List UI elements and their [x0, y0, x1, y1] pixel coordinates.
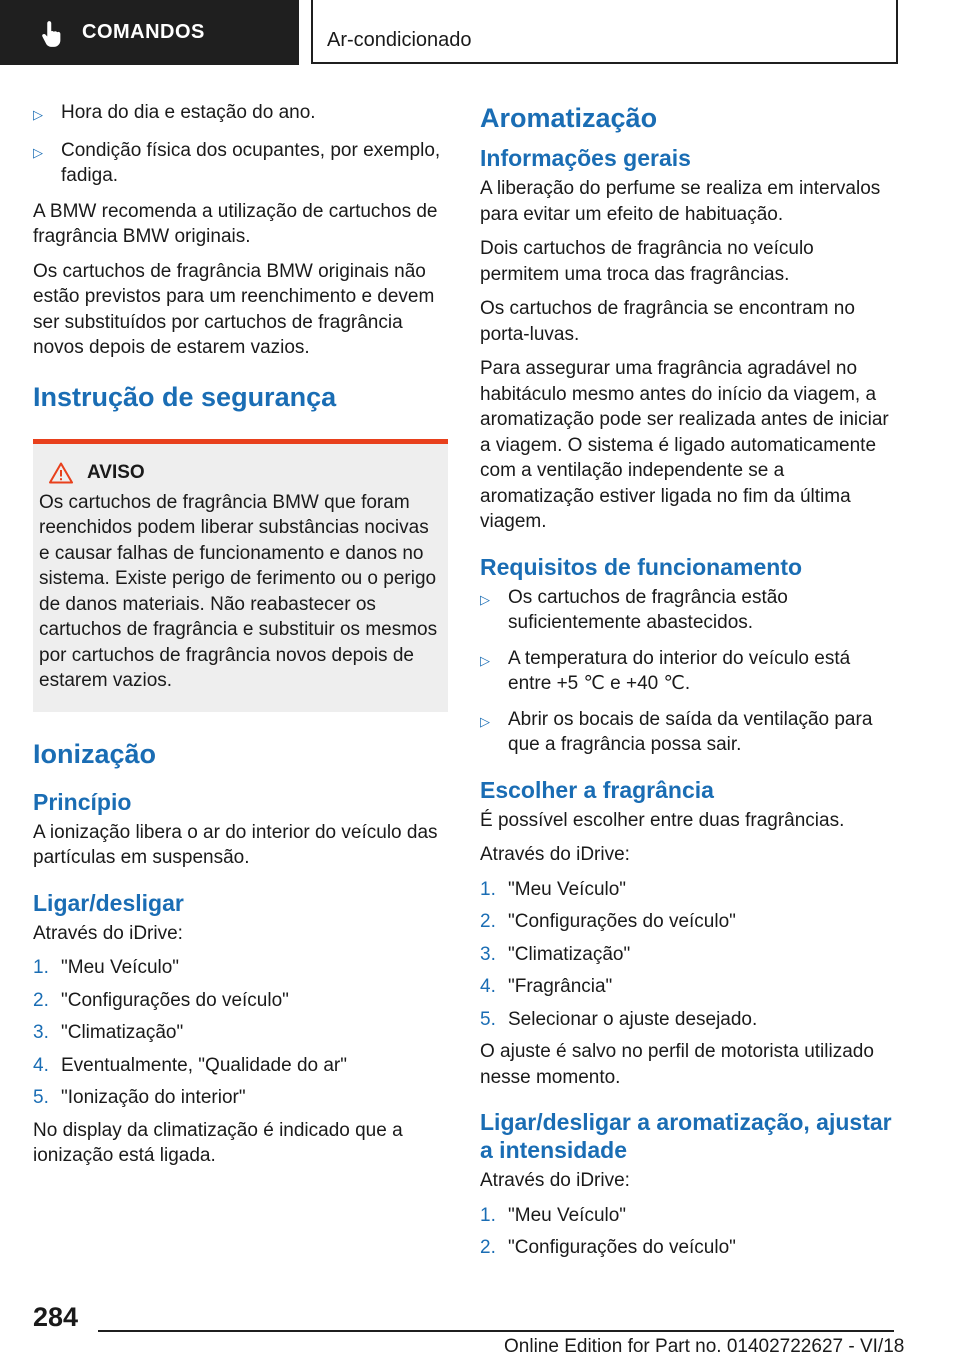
paragraph: É possível escolher entre duas fragrâncias. — [480, 809, 845, 831]
warning-box — [33, 439, 448, 712]
ionization-heading: Ionização — [33, 738, 157, 769]
step-text: "Ionização do interior" — [61, 1087, 246, 1108]
step-number: 3. — [33, 1022, 49, 1043]
list-item-text: Abrir os bocais de saída da ventilação para que a fragrância possa sair. — [508, 708, 873, 755]
bullet-triangle-icon: ▷ — [480, 713, 490, 729]
step-number: 1. — [33, 957, 49, 978]
list-item — [33, 100, 448, 128]
numbered-step — [33, 1020, 448, 1046]
paragraph: Os cartuchos de fragrância se encontram no porta-luvas. — [480, 298, 855, 345]
list-item-text: Condição física dos ocupantes, por exemplo, fadiga. — [61, 139, 441, 186]
step-number: 4. — [480, 976, 496, 997]
list-item — [33, 138, 448, 189]
bullet-triangle-icon: ▷ — [33, 144, 43, 160]
paragraph: A BMW recomenda a utilização de cartuchos de fragrância BMW originais. — [33, 200, 438, 247]
step-text: "Meu Veículo" — [508, 1204, 627, 1226]
bullet-triangle-icon: ▷ — [480, 652, 490, 668]
bullet-triangle-icon: ▷ — [480, 591, 490, 607]
footer-divider — [98, 1330, 894, 1332]
step-text: "Climatização" — [508, 943, 631, 965]
step-number: 2. — [480, 911, 496, 932]
hand-pointer-icon — [38, 18, 68, 48]
paragraph: O ajuste é salvo no perfil de motorista utilizado nesse momento. — [480, 1041, 874, 1088]
numbered-step — [33, 1053, 448, 1079]
right-column — [480, 100, 898, 1268]
step-number: 2. — [480, 1237, 496, 1258]
numbered-step — [33, 988, 448, 1014]
paragraph: A ionização libera o ar do interior do veículo das partículas em suspensão. — [33, 821, 438, 868]
step-number: 1. — [480, 878, 496, 900]
step-text: "Fragrância" — [508, 976, 613, 997]
onoff-heading: Ligar/desligar — [33, 889, 184, 916]
paragraph: Para assegurar uma fragrância agradável no habitáculo mesmo antes do início da viagem, a aromatização pode ser realizada antes de iniciar a viagem. O sistema é ligado automaticamente com a ventilação independente se a aromatização estiver ligada no fim da última viagem. — [480, 358, 889, 532]
intensity-heading: Ligar/desligar a aromatização, ajustar a intensidade — [480, 1109, 892, 1163]
numbered-step — [480, 909, 898, 935]
step-text: "Meu Veículo" — [508, 878, 627, 900]
warning-title: AVISO — [87, 461, 145, 483]
numbered-step — [480, 974, 898, 1000]
list-item — [480, 646, 898, 697]
list-item-text: A temperatura do interior do veículo está entre +5 ℃ e +40 ℃. — [508, 647, 851, 694]
numbered-step — [480, 1235, 898, 1261]
paragraph: Dois cartuchos de fragrância no veículo permitem uma troca das fragrâncias. — [480, 238, 814, 285]
principle-heading: Princípio — [33, 788, 132, 815]
step-text: "Climatização" — [61, 1022, 184, 1043]
warning-header — [39, 462, 440, 484]
step-text: "Configurações do veículo" — [508, 911, 736, 932]
step-number: 5. — [480, 1008, 496, 1030]
numbered-step — [33, 955, 448, 981]
edition-text: Online Edition for Part no. 01402722627 - VI/18 — [504, 1336, 905, 1357]
step-number: 2. — [33, 989, 49, 1011]
requirements-heading: Requisitos de funcionamento — [480, 553, 803, 580]
paragraph: Através do iDrive: — [33, 922, 183, 944]
step-text: Eventualmente, "Qualidade do ar" — [61, 1054, 348, 1076]
safety-heading: Instrução de segurança — [33, 381, 337, 412]
left-column — [33, 100, 448, 1178]
header-section-tab — [0, 0, 299, 65]
paragraph: A liberação do perfume se realiza em intervalos para evitar um efeito de habituação. — [480, 178, 881, 225]
list-item-text: Hora do dia e estação do ano. — [61, 102, 316, 123]
step-text: "Configurações do veículo" — [61, 989, 289, 1011]
numbered-step — [480, 942, 898, 968]
step-number: 1. — [480, 1204, 496, 1226]
step-text: "Configurações do veículo" — [508, 1237, 736, 1258]
choose-fragrance-heading: Escolher a fragrância — [480, 776, 714, 803]
numbered-step — [480, 1007, 898, 1033]
paragraph: Através do iDrive: — [480, 844, 630, 865]
chapter-title: Ar-condicionado — [327, 29, 472, 51]
header-chapter-box — [311, 0, 898, 64]
paragraph: Os cartuchos de fragrância BMW originais não estão previstos para um reenchimento e devem ser substituídos por cartuchos de fragrância novos depois de estarem vazios. — [33, 260, 435, 358]
general-info-heading: Informações gerais — [480, 145, 691, 171]
aromatization-heading: Aromatização — [480, 103, 658, 133]
numbered-step — [480, 877, 898, 903]
list-item — [480, 585, 898, 636]
step-number: 4. — [33, 1054, 49, 1076]
bullet-triangle-icon: ▷ — [33, 107, 43, 122]
paragraph: No display da climatização é indicado que a ionização está ligada. — [33, 1119, 403, 1166]
list-item-text: Os cartuchos de fragrância estão suficientemente abastecidos. — [508, 586, 788, 633]
warning-triangle-icon — [49, 462, 73, 484]
numbered-step — [33, 1085, 448, 1111]
section-title: COMANDOS — [82, 21, 205, 43]
numbered-step — [480, 1203, 898, 1229]
step-number: 5. — [33, 1087, 49, 1108]
page-number: 284 — [33, 1302, 79, 1332]
step-text: Selecionar o ajuste desejado. — [508, 1008, 758, 1030]
list-item — [480, 707, 898, 758]
step-text: "Meu Veículo" — [61, 957, 180, 978]
warning-text: Os cartuchos de fragrância BMW que foram reenchidos podem liberar substâncias nocivas e causar falhas de funcionamento e danos no sistema. Existe perigo de ferimento ou o perigo de danos materiais. Não reabastecer os cartuchos de fragrância e substituir os mesmos por cartuchos de fragrância novos depois de estarem vazios. — [39, 491, 438, 691]
step-number: 3. — [480, 943, 496, 965]
paragraph: Através do iDrive: — [480, 1170, 630, 1191]
